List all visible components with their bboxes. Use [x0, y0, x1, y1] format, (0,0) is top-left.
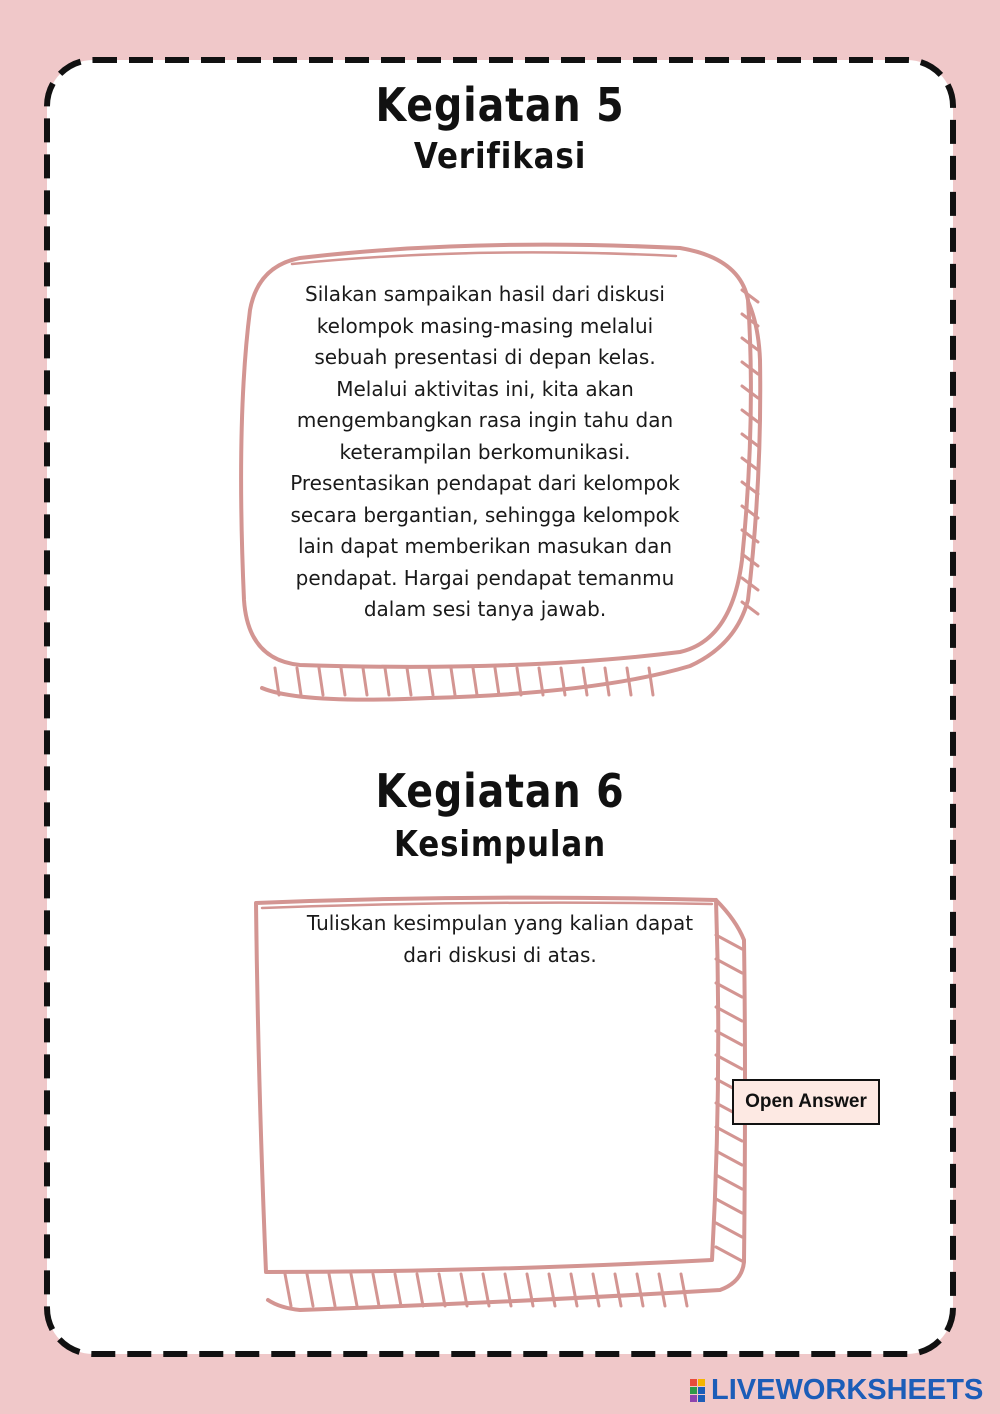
hatch-line [307, 1274, 313, 1306]
section5-body: Silakan sampaikan hasil dari diskusi kelompok masing-masing melalui sebuah presentasi di depan kelas. Melalui aktivitas ini, kita akan mengembangkan rasa ingin tahu dan keterampilan berkomunikasi. Presentasikan pendapat dari kelompok secara bergantian, sehingga kelompok lain dapat memberikan masukan dan pendapat. Hargai pendapat temanmu dalam sesi tanya jawab. [290, 282, 680, 621]
liveworksheets-logo-icon [690, 1379, 705, 1402]
hatch-line [373, 1274, 379, 1306]
hatch-line [716, 1247, 742, 1261]
hatch-line [716, 1199, 742, 1213]
section5-title: Kegiatan 5 [375, 78, 625, 132]
hatch-line [329, 1274, 335, 1306]
section6-title: Kegiatan 6 [375, 764, 625, 818]
hatch-line [716, 1223, 742, 1237]
section6-prompt: Tuliskan kesimpulan yang kalian dapat dari diskusi di atas. [306, 911, 694, 967]
open-answer-button[interactable]: Open Answer [732, 1079, 880, 1125]
hatch-line [439, 1274, 445, 1306]
hatch-line [615, 1274, 621, 1306]
hatch-line [716, 935, 742, 949]
brand-name: LIVEWORKSHEETS [711, 1373, 984, 1406]
hatch-line [593, 1274, 599, 1306]
hatch-line [285, 1274, 291, 1306]
hatch-line [716, 1127, 742, 1141]
section6-subtitle: Kesimpulan [393, 824, 607, 865]
hatch-line [716, 1175, 742, 1189]
hatch-line [716, 959, 742, 973]
liveworksheets-brand [690, 1374, 983, 1406]
hatch-line [571, 1274, 577, 1306]
section5-subtitle: Verifikasi [413, 136, 587, 177]
hatch-line [659, 1274, 665, 1306]
hatch-line [417, 1274, 423, 1306]
hatch-line [637, 1274, 643, 1306]
hatch-line [395, 1274, 401, 1306]
hatch-line [351, 1274, 357, 1306]
hatch-line [716, 1151, 742, 1165]
hatch-line [461, 1274, 467, 1306]
